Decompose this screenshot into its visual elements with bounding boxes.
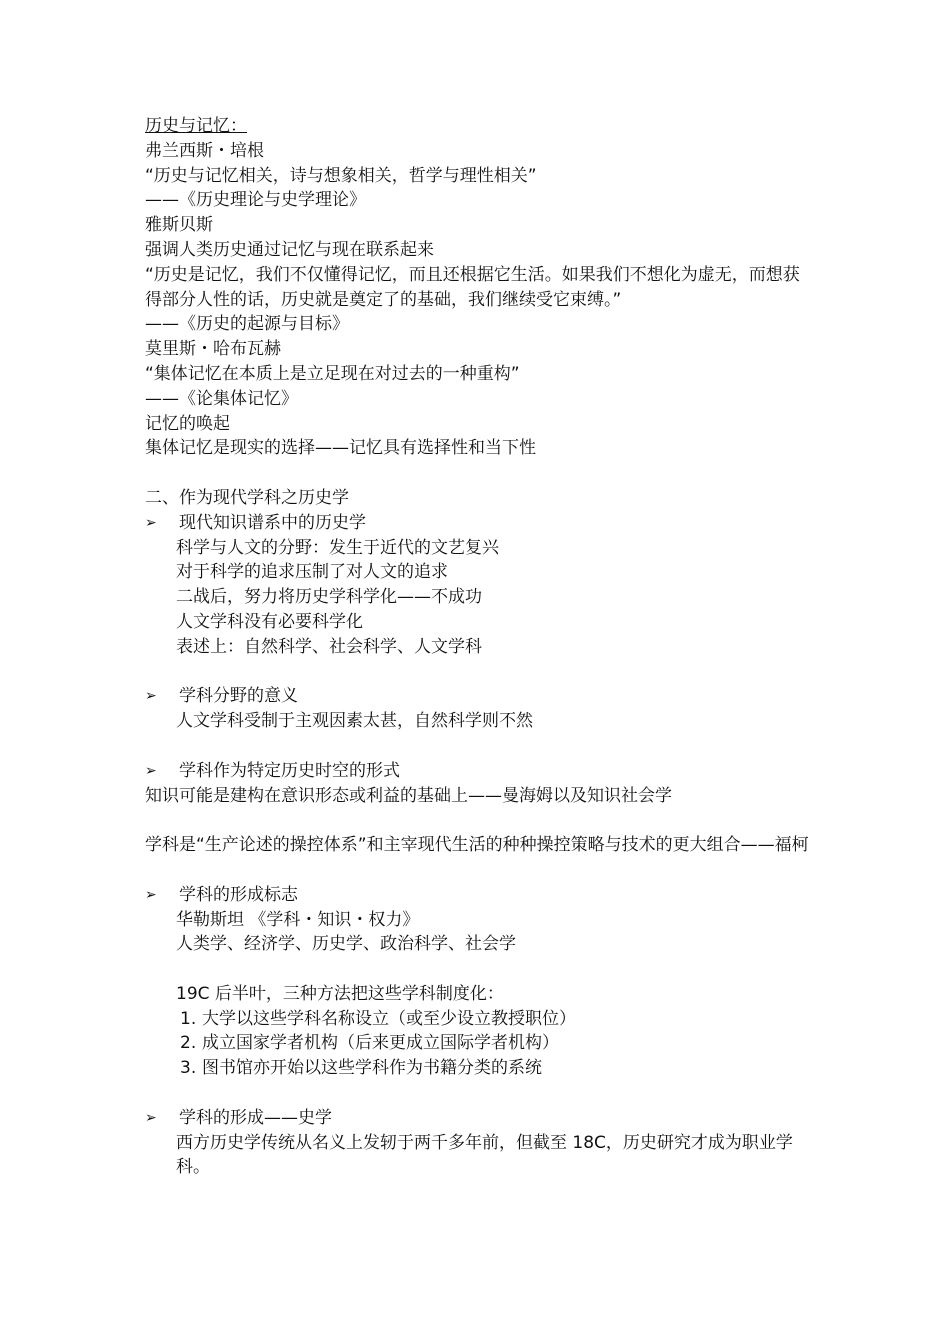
item-text: 成立国家学者机构（后来更成立国际学者机构） bbox=[202, 1033, 559, 1054]
bullet-title: 学科分野的意义 bbox=[179, 686, 298, 707]
list-text: 华勒斯坦 《学科・知识・权力》 bbox=[176, 909, 420, 930]
jaspers-quote: “历史是记忆，我们不仅懂得记忆，而且还根据它生活。如果我们不想化为虚无，而想获得部分人性的话，历史就是奠定了的基础，我们继续受它束缚。” bbox=[145, 264, 800, 310]
halbwachs-quote: “集体记忆在本质上是立足现在对过去的一种重构” bbox=[145, 363, 520, 384]
list-paragraph: 西方历史学传统从名义上发轫于两千多年前，但截至 18C，历史研究才成为职业学科。 bbox=[176, 1132, 793, 1178]
bullet-title: 学科作为特定历史时空的形式 bbox=[179, 760, 400, 781]
jaspers-desc: 强调人类历史通过记忆与现在联系起来 bbox=[145, 239, 434, 260]
item-number: 3. bbox=[180, 1058, 197, 1079]
foucault-paragraph: 学科是“生产论述的操控体系”和主宰现代生活的种种操控策略与技术的更大组合——福柯 bbox=[145, 835, 809, 856]
arrow-bullet-icon: ➢ bbox=[145, 762, 157, 779]
list-item bbox=[145, 684, 835, 709]
list-text: 表述上：自然科学、社会科学、人文学科 bbox=[176, 636, 482, 657]
list-text: 人类学、经济学、历史学、政治科学、社会学 bbox=[176, 934, 516, 955]
arrow-bullet-icon: ➢ bbox=[145, 688, 157, 705]
bullet-title: 现代知识谱系中的历史学 bbox=[179, 512, 366, 533]
list-text: 人文学科受制于主观因素太甚，自然科学则不然 bbox=[176, 711, 533, 732]
document-page bbox=[145, 114, 835, 1180]
list-text: 人文学科没有必要科学化 bbox=[176, 611, 363, 632]
spacer bbox=[145, 734, 835, 759]
jaspers-source: ——《历史的起源与目标》 bbox=[145, 314, 349, 335]
list-text: 二战后，努力将历史学科学化——不成功 bbox=[176, 587, 482, 608]
numbered-item bbox=[145, 1031, 835, 1056]
collective-memory: 集体记忆是现实的选择——记忆具有选择性和当下性 bbox=[145, 438, 536, 459]
spacer bbox=[145, 461, 835, 486]
bacon-name: 弗兰西斯・培根 bbox=[145, 140, 264, 161]
jaspers-name: 雅斯贝斯 bbox=[145, 215, 213, 236]
spacer bbox=[145, 660, 835, 685]
list-text: 对于科学的追求压制了对人文的追求 bbox=[176, 562, 448, 583]
numbered-item bbox=[145, 1007, 835, 1032]
list-item bbox=[145, 511, 835, 536]
page-title: 历史与记忆： bbox=[145, 116, 247, 136]
bacon-source: ——《历史理论与史学理论》 bbox=[145, 190, 366, 211]
spacer bbox=[145, 1081, 835, 1106]
list-text: 知识可能是建构在意识形态或利益的基础上——曼海姆以及知识社会学 bbox=[145, 785, 672, 806]
item-text: 大学以这些学科名称设立（或至少设立教授职位） bbox=[202, 1008, 576, 1029]
item-number: 1. bbox=[180, 1008, 197, 1029]
item-number: 2. bbox=[180, 1033, 197, 1054]
bullet-title: 学科的形成标志 bbox=[179, 884, 298, 905]
spacer bbox=[145, 957, 835, 982]
arrow-bullet-icon: ➢ bbox=[145, 1109, 157, 1126]
list-item bbox=[145, 883, 835, 908]
halbwachs-source: ——《论集体记忆》 bbox=[145, 388, 298, 409]
spacer bbox=[145, 808, 835, 833]
memory-evoke: 记忆的唤起 bbox=[145, 413, 230, 434]
bullet-title: 学科的形成——史学 bbox=[179, 1107, 332, 1128]
arrow-bullet-icon: ➢ bbox=[145, 514, 157, 531]
spacer bbox=[145, 858, 835, 883]
list-item bbox=[145, 759, 835, 784]
list-text: 科学与人文的分野：发生于近代的文艺复兴 bbox=[176, 537, 499, 558]
arrow-bullet-icon: ➢ bbox=[145, 886, 157, 903]
list-text: 19C 后半叶，三种方法把这些学科制度化： bbox=[176, 983, 504, 1004]
section-heading: 二、作为现代学科之历史学 bbox=[145, 487, 349, 508]
list-item bbox=[145, 1106, 835, 1131]
bacon-quote: “历史与记忆相关，诗与想象相关，哲学与理性相关” bbox=[145, 165, 537, 186]
numbered-item bbox=[145, 1056, 835, 1081]
item-text: 图书馆亦开始以这些学科作为书籍分类的系统 bbox=[202, 1058, 542, 1079]
halbwachs-name: 莫里斯・哈布瓦赫 bbox=[145, 339, 281, 360]
